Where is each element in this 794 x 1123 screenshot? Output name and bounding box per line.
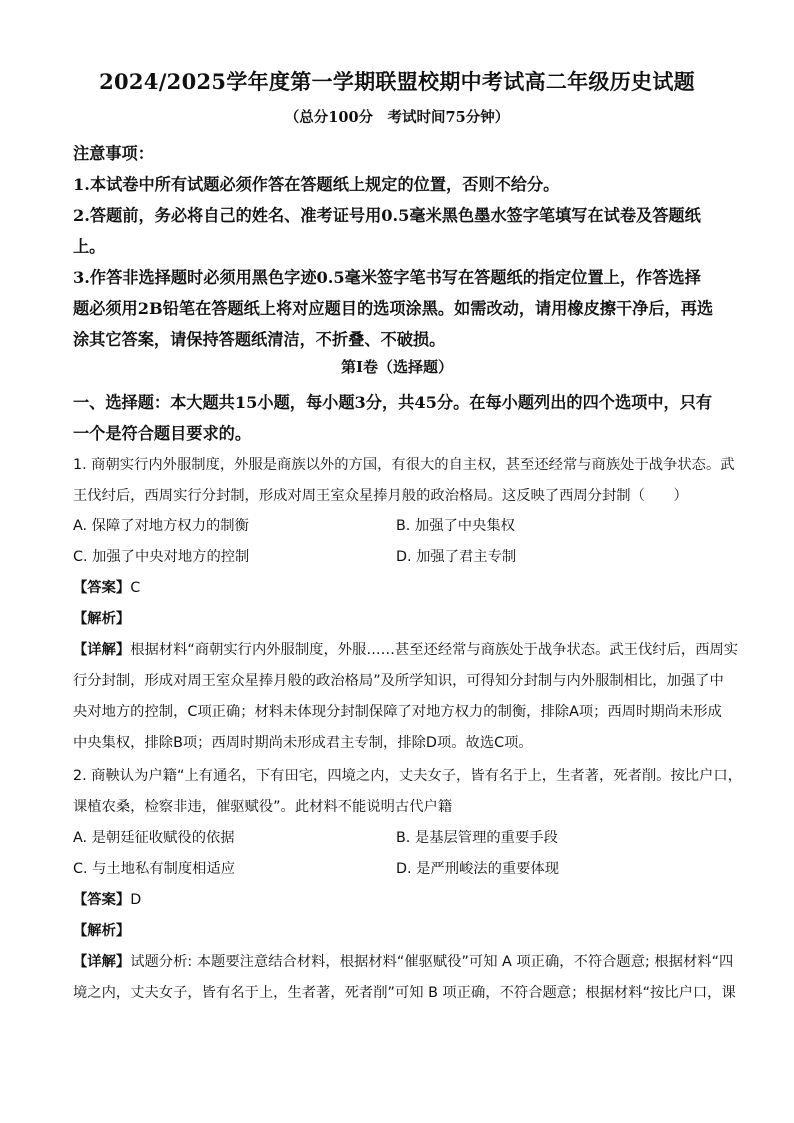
answer-line: [73, 577, 140, 597]
section-intro: 一、选择题：本大题共15小题，每小题3分，共45分。在每小题列出的四个选项中，只有: [73, 393, 713, 412]
answer-tag: 【答案】: [73, 892, 131, 908]
notice-line: 涂其它答案，请保持答题纸清洁，不折叠、不破损。: [73, 330, 446, 349]
section-intro: 一个是符合题目要求的。: [73, 424, 252, 443]
option-b: B. 是基层管理的重要手段: [396, 830, 558, 846]
answer-value: D: [130, 892, 142, 908]
answer-line: [73, 889, 141, 909]
exam-title: 2024/2025学年度第一学期联盟校期中考试高二年级历史试题: [99, 69, 695, 94]
question-stem: 2. 商鞅认为户籍“上有通名，下有田宅，四境之内，丈夫女子，皆有名于上，生者著，死者削。按比户口，: [73, 768, 742, 784]
detail-line: 【详解】试题分析: 本题要注意结合材料，根据材料“催驱赋役”可知 A 项正确，不符合题意; 根据材料“四: [73, 954, 734, 970]
analysis-tag: 【解析】: [73, 923, 131, 939]
answer-value: C: [130, 580, 141, 596]
notice-line: 上。: [73, 237, 106, 256]
option-d: D. 加强了君主专制: [396, 549, 517, 565]
option-d: D. 是严刑峻法的重要体现: [396, 861, 560, 877]
notice-heading: 注意事项：: [73, 144, 154, 163]
section-title: 第Ⅰ卷（选择题）: [340, 358, 454, 376]
detail-tag: 【详解】: [73, 954, 131, 970]
question-stem: 王伐纣后，西周实行分封制，形成对周王室众星捧月般的政治格局。这反映了西周分封制（ ）: [73, 488, 688, 504]
detail-line: 央对地方的控制，C项正确；材料未体现分封制保障了对地方权力的制衡，排除A项；西周时期尚未形成: [73, 704, 722, 720]
question-stem: 1. 商朝实行内外服制度，外服是商族以外的方国，有很大的自主权，甚至还经常与商族处于战争状态。武: [73, 457, 735, 473]
notice-line: 3.作答非选择题时必须用黑色字迹0.5毫米签字笔书写在答题纸的指定位置上，作答选择: [73, 268, 701, 287]
option-c: C. 与土地私有制度相适应: [73, 861, 236, 877]
notice-line: 题必须用2B铅笔在答题纸上将对应题目的选项涂黑。如需改动，请用橡皮擦干净后，再选: [73, 299, 714, 318]
notice-line: 2.答题前，务必将自己的姓名、准考证号用0.5毫米黑色墨水签字笔填写在试卷及答题纸: [73, 206, 701, 225]
option-b: B. 加强了中央集权: [396, 518, 515, 534]
notice-line: 1.本试卷中所有试题必须作答在答题纸上规定的位置，否则不给分。: [73, 175, 560, 194]
analysis-tag: 【解析】: [73, 611, 131, 627]
detail-line: 【详解】根据材料“商朝实行内外服制度，外服……甚至还经常与商族处于战争状态。武王伐纣后，西周实: [73, 642, 739, 658]
exam-subtitle: （总分100分 考试时间75分钟）: [284, 109, 510, 126]
detail-tag: 【详解】: [73, 642, 131, 658]
detail-line: 中央集权，排除B项；西周时期尚未形成君主专制，排除D项。故选C项。: [73, 735, 533, 751]
option-a: A. 保障了对地方权力的制衡: [73, 518, 249, 534]
detail-line: 行分封制，形成对周王室众星捧月般的政治格局”及所学知识，可得知分封制与内外服制相比，加强了中: [73, 673, 724, 689]
question-stem: 课植农桑，检察非违，催驱赋役”。此材料不能说明古代户籍: [73, 799, 453, 815]
option-c: C. 加强了中央对地方的控制: [73, 549, 250, 565]
detail-line: 境之内，丈夫女子，皆有名于上，生者著，死者削”可知 B 项正确，不符合题意；根据材料“按比户口，课: [73, 985, 736, 1001]
option-a: A. 是朝廷征收赋役的依据: [73, 830, 235, 846]
answer-tag: 【答案】: [73, 580, 131, 596]
